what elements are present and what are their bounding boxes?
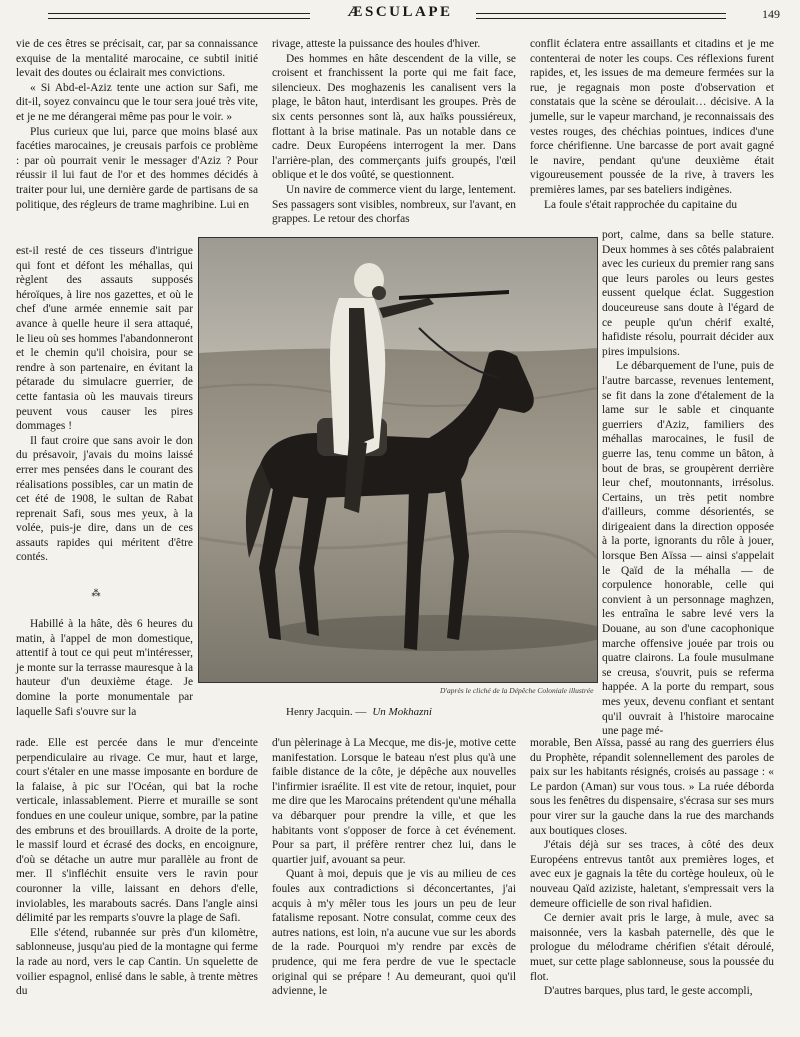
- caption-title: Un Mokhazni: [372, 706, 432, 718]
- col1-top-text: [16, 37, 258, 212]
- paragraph: Plus curieux que lui, parce que moins blasé aux facéties marocaines, je creusais parfois ce problème : par où pourrait venir le messager d'Aziz ? Pour réussir il lui faut de l'or et des hommes décidés à traiter pour lui, une dernière garde de partisans de sa politique, des régleurs de trame maghribine. Lui en: [16, 125, 258, 211]
- header-rule-left: [48, 13, 310, 19]
- paragraph: d'un pèlerinage à La Mecque, me dis-je, motive cette manifestation. Lorsque le bateau n'est plus qu'à une faible distance de la côte, je dépêche aux nouvelles l'infirmier israélite. Il est vite de retour, inquiet, pour me dire que les Marocains prétendent qu'une méhalla va débarquer pour prendre la ville, et que les habitants vont s'opposer de force à cet événement. Pour sa part, il préfère rentrer chez lui, dans le quartier juif, avouant sa peur.: [272, 737, 516, 866]
- paragraph: est-il resté de ces tisseurs d'intrigue qui font et défont les méhallas, qui règlent des assauts supposés héroïques, à lire nos gazettes, et où le chef d'une armée ennemie sait par avance à quelle heure il sera attaqué, le lieu où ses hommes l'abandonneront et le chemin qu'il choisira, pour se rendre à son partenaire, en évitant la pétarade du simulacre guerrier, de cette fantasia où les mauvais tireurs peuvent vous causer les pires dommages !: [16, 245, 193, 433]
- col1-narrow-text: [16, 244, 193, 565]
- col2-bottom-text: [272, 736, 516, 999]
- paragraph: rivage, atteste la puissance des houles d'hiver.: [272, 38, 481, 50]
- paragraph: Des hommes en hâte descendent de la ville, se croisent et franchissent la porte qui me fait face, silencieux. Des moghazenis les canalisent vers la plage, le bâton haut, interdisant les groupes. Près de six cents personnes sont là, aux haïks poussiéreux, flottant à la brise matinale. Pas un notable dans ce cadre. Deux Européens interrogent la mer. Dans l'arrière-plan, des commerçants juifs groupés, l'œil oblique et le dos voûté, se questionnent.: [272, 52, 516, 182]
- paragraph: port, calme, dans sa belle stature. Deux hommes à ses côtés palabraient avec les curieux du premier rang sans que leurs paroles ou leurs gestes eussent quelque éclat. Suggestion douceureuse sans doute à l'égard de ce peuple qu'un chérif exalté, hafidiste résolu, pourrait décider aux pires impulsions.: [602, 229, 774, 358]
- paragraph: Le débarquement de l'une, puis de l'autre barcasse, revenues lentement, se fit dans la zone d'étalement de la lame sur le sable et cinquante guerriers d'Aziz, familiers des méhallas marocaines, le fusil de guerre las, tenu comme un bâton, à bout de bras, se groupèrent derrière leur chef, moutonnants, irrésolus. Certains, un très petit nombre d'ailleurs, comme désorientés, se dirigeaient dans la direction opposée à la porte, ignorants du rôle à jouer, lorsque Ben Aïssa — ainsi s'appelait le Qaïd de la méhalla — de corpulence honorable, celle qui convient à un personnage maghzen, les entraîna le sabre levé vers la Douane, au son d'une cacophonique marche offensive jouée par trois ou quatre clairons. La foule musulmane se creusa, s'ouvrit, puis se referma happée. A la porte du rempart, sous mes yeux, devenu confiant et sentant qu'il ouvrait à l'histoire marocaine une page mé-: [602, 360, 774, 738]
- paragraph: conflit éclatera entre assaillants et citadins et je me contenterai de noter les coups. Ces réflexions furent rapides, et, les issues de ma demeure fermées sur la rue, je regagnais mon poste d'observation et constatais que la scène se déroulait… décisive. A la jumelle, sur le vapeur marchand, je reconnaissais des vestes rouges, des chéchias pointues, indices d'une force chérifienne. Une barcasse de port avait gagné le navire, pendant qu'une deuxième était vigoureusement poussée de la rive, à travers les premières lames, par ses bateliers indigènes.: [530, 38, 774, 196]
- col1-narrow-text-2: [16, 617, 193, 719]
- paragraph: rade. Elle est percée dans le mur d'enceinte perpendiculaire au rivage. Ce mur, haut et large, court s'étaler en une masse imposante en bordure de la falaise, à pic sur l'Océan, qui bat la roche verticale, inlassablement. Pierre et muraille se sont fondues en une couleur unique, sombre, par la patine des embruns et des brouillards. A droite de la porte, le massif lourd et écrasé des docks, en encoignure, d'où se détache un autre mur parallèle au front de mer. Il s'infléchit ensuite vers le ravin pour couronner la ville, laissant en dehors d'elle, inviolables, les marabouts sacrés. Dans l'angle ainsi délimité par les remparts s'ouvre la plage de Safi.: [16, 737, 258, 925]
- col3-bottom-text: [530, 736, 774, 999]
- header-rule-right: [476, 13, 726, 19]
- paragraph: D'autres barques, plus tard, le geste accompli,: [544, 985, 753, 998]
- col3-top-text: [530, 37, 774, 212]
- paragraph: Quant à moi, depuis que je vis au milieu de ces foules aux contradictions si déconcertantes, j'ai acquis à m'y mêler tous les jours un peu de leur fatalisme reposant. Notre consulat, comme ceux des autres nations, est loin, n'a aucune vue sur les abords de la rade. Pourquoi m'y rendre par excès de prudence, qui me fera perdre de vue le spectacle original qui se prépare ! Au demeurant, quoi qu'il advienne, le: [272, 868, 516, 998]
- photo-caption: [286, 706, 432, 718]
- paragraph: morable, Ben Aïssa, passé au rang des guerriers élus du Prophète, répandit solennellement des paroles de paix sur les habitants résignés, croisés au passage : « Le pardon (Aman) sur vous tous. » La ruée déborda sous les fenêtres du dispensaire, s'écrasa sur ses murs pour virer sur la gauche dans la rue des marchands aux boutiques closes.: [530, 737, 774, 837]
- section-asterism: ⁂: [91, 588, 101, 598]
- page-number: 149: [762, 7, 780, 21]
- caption-author: Henry Jacquin. —: [286, 706, 367, 718]
- mokhazni-photograph: [198, 237, 598, 683]
- paragraph: Il faut croire que sans avoir le don du présavoir, j'avais du moins laissé errer mes pensées dans le courant des réalisations possibles, car un matin de cet été de 1908, le sultan de Rabat reprenait Safi, sous mes yeux, à la volée, puis-je dire, dans un de ces assauts rapides qui méritent d'être contés.: [16, 434, 193, 564]
- journal-title: ÆSCULAPE: [347, 4, 453, 20]
- paragraph: « Si Abd-el-Aziz tente une action sur Safi, me dit-il, soyez convaincu que le tour sera joué très vite, et je ne me dérangerai même pas pour le voir. »: [16, 81, 258, 123]
- photo-credit: D'après le cliché de la Dépêche Coloniale illustrée: [440, 686, 594, 695]
- paragraph: Habillé à la hâte, dès 6 heures du matin, à l'appel de mon domestique, attentif à tout ce qui peut m'intéresser, je monte sur la terrasse mauresque à la hauteur d'un deuxième étage. Je domine la porte monumentale par laquelle Safi s'ouvre sur la: [16, 618, 193, 718]
- paragraph: J'étais déjà sur ses traces, à côté des deux Européens entrevus tantôt aux premières loges, et avec eux je gagnais la tête du cortège houleux, où le nouveau Qaïd aziziste, haletant, s'empressait vers la demeure officielle de son rival hafidien.: [530, 839, 774, 910]
- col2-top-text: [272, 37, 516, 227]
- col3-narrow-text: [602, 228, 774, 739]
- paragraph: Ce dernier avait pris le large, à mule, avec sa maisonnée, vers la kasbah paternelle, dès que le prologue du mélodrame chérifien s'était déroulé, muet, sur cette plage sablonneuse, sous la poussée du flot.: [530, 912, 774, 983]
- col1-bottom-text: [16, 736, 258, 999]
- paragraph: Un navire de commerce vient du large, lentement. Ses passagers sont visibles, nombreux, sur l'avant, en grappes. Le retour des chorfas: [272, 183, 516, 226]
- paragraph: Elle s'étend, rubannée sur près d'un kilomètre, sablonneuse, jusqu'au pied de la montagne qui ferme la rade au nord, vers le cap Cantin. Un squelette de voilier espagnol, enlisé dans le sable, à trente mètres du: [16, 926, 258, 998]
- paragraph: La foule s'était rapprochée du capitaine du: [544, 198, 738, 211]
- rider-on-horse-illustration: [199, 238, 597, 682]
- paragraph: vie de ces êtres se précisait, car, par sa connaissance exquise de la mentalité marocaine, ce subtil initié levait des doutes ou éclairait mes convictions.: [16, 38, 258, 80]
